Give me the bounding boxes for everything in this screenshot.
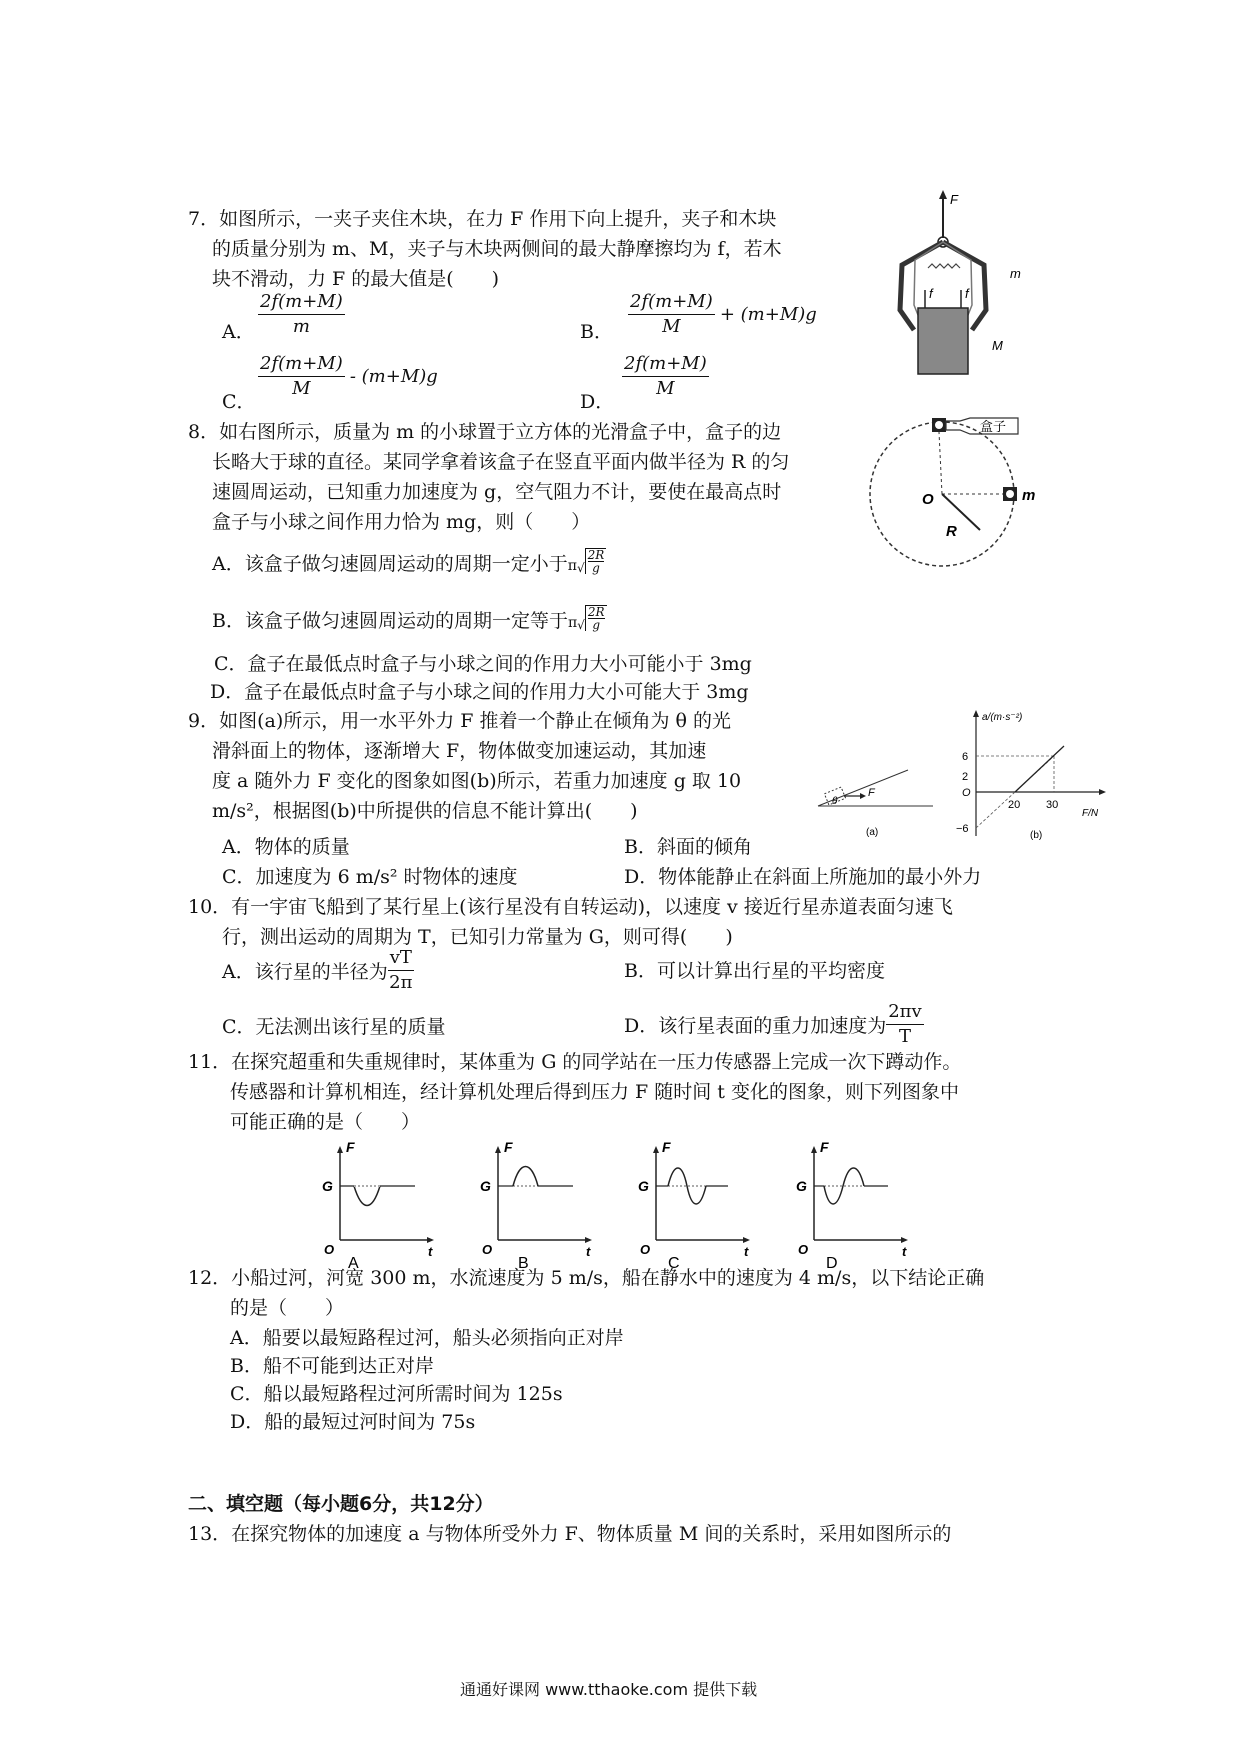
q8-b-pi: π (567, 615, 578, 631)
q9-caption-b: (b) (1030, 830, 1043, 841)
q8-a-rad-num: 2R (587, 548, 605, 562)
q9-tick-30: 30 (1046, 799, 1059, 811)
q7-a-numerator: 2f(m+M) (258, 290, 345, 315)
q7-option-c-expression (258, 352, 438, 401)
q8-a-sqrt: √ $\frac{2R}{g}$ (576, 548, 605, 575)
q7-option-d-fraction (622, 352, 709, 401)
q11-caption-d: D (826, 1255, 838, 1272)
q11-a-label-F: F (346, 1139, 355, 1155)
q8-ball-right (1006, 490, 1014, 498)
q11-line-2: 传感器和计算机相连，经计算机处理后得到压力 F 随时间 t 变化的图象，则下列图象中 (230, 1081, 959, 1103)
q11-b-label-F: F (504, 1139, 513, 1155)
q10-line-2: 行，测出运动的周期为 T，已知引力常量为 G，则可得( ) (222, 926, 733, 948)
q12-line-1: 12．小船过河，河宽 300 m，水流速度为 5 m/s，船在静水中的速度为 4 m/s，以下结论正确 (188, 1267, 985, 1289)
q9-option-a: A．物体的质量 (222, 836, 350, 858)
q8-line-2: 长略大于球的直径。某同学拿着该盒子在竖直平面内做半径为 R 的匀 (212, 451, 790, 473)
q11-a-label-t: t (428, 1244, 433, 1259)
q9-x-label: F/N (1082, 808, 1099, 819)
q7-spring (928, 264, 960, 268)
q9-tick-20: 20 (1008, 799, 1021, 811)
q9-line-3: 度 a 随外力 F 变化的图象如图(b)所示，若重力加速度 g 取 10 (212, 770, 742, 792)
q9-y-arrow (973, 710, 979, 717)
q10-line-1: 10．有一宇宙飞船到了某行星上(该行星没有自转运动)，以速度 v 接近行星赤道表面匀速飞 (188, 896, 953, 918)
q9-tick-6: 6 (962, 751, 969, 763)
q8-a-rad-den: g (592, 561, 600, 575)
section-2-heading: 二、填空题（每小题6分，共12分） (188, 1493, 494, 1515)
q10-d-denominator: T (898, 1026, 911, 1047)
q9-graph-figure (942, 706, 1112, 846)
q7-option-c-label: C． (222, 391, 256, 413)
q8-label-R: R (946, 523, 957, 540)
q11-b-label-G: G (480, 1178, 491, 1194)
q11-c-label-G: G (638, 1178, 649, 1194)
q7-label-F: F (950, 192, 958, 207)
q7-label-f2: f (965, 286, 969, 301)
q9-tick-neg6: −6 (956, 823, 969, 835)
q11-d-label-O: O (798, 1242, 809, 1257)
q8-option-a (212, 548, 606, 582)
q7-clamp-figure (890, 190, 1050, 380)
q7-c-numerator: 2f(m+M) (258, 352, 345, 377)
q9-force-arrowhead (860, 793, 866, 799)
q12-line-2: 的是（ ） (230, 1297, 345, 1319)
q10-option-d (624, 1000, 924, 1049)
q8-option-b (212, 605, 607, 639)
q12-option-b: B．船不可能到达正对岸 (230, 1355, 434, 1377)
q7-force-arrowhead (939, 190, 947, 199)
q8-line-3: 速圆周运动，已知重力加速度为 g，空气阻力不计，要使在最高点时 (212, 481, 782, 503)
q11-d-label-G: G (796, 1178, 807, 1194)
q10-option-a (222, 946, 414, 995)
page-footer: 通通好课网 www.tthaoke.com 提供下载 (460, 1680, 758, 1699)
q11-line-1: 11．在探究超重和失重规律时，某体重为 G 的同学站在一压力传感器上完成一次下蹲动作。 (188, 1051, 962, 1073)
q8-label-O: O (922, 491, 934, 508)
q7-b-tail: + (m+M)g (719, 304, 817, 325)
q9-option-c: C．加速度为 6 m/s² 时物体的速度 (222, 866, 518, 888)
q11-b-label-t: t (586, 1244, 591, 1259)
q11-graph-d (796, 1139, 908, 1272)
q12-option-d: D．船的最短过河时间为 75s (230, 1411, 476, 1433)
q11-graph-b (480, 1139, 592, 1272)
q7-line-1: 7．如图所示，一夹子夹住木块，在力 F 作用下向上提升，夹子和木块 (188, 208, 777, 230)
q8-b-sqrt: √ $\frac{2R}{g}$ (577, 605, 605, 632)
q8-label-m: m (1022, 487, 1036, 504)
q9-data-line (1015, 746, 1064, 792)
q10-a-denominator: 2π (389, 972, 413, 993)
q11-a-label-O: O (324, 1242, 335, 1257)
q7-block (918, 308, 968, 374)
q7-d-denominator: M (656, 378, 675, 399)
q11-c-label-F: F (662, 1139, 671, 1155)
q11-d-label-F: F (820, 1139, 829, 1155)
q9-tick-2: 2 (962, 771, 969, 783)
q12-option-c: C．船以最短路程过河所需时间为 125s (230, 1383, 563, 1405)
q11-caption-a: A (348, 1255, 359, 1272)
q11-graph-a (322, 1139, 434, 1272)
q11-graph-c (638, 1139, 750, 1272)
q8-circle-figure (880, 412, 1060, 572)
q11-caption-c: C (668, 1255, 680, 1272)
q7-option-b-label: B． (580, 321, 613, 343)
q7-d-numerator: 2f(m+M) (622, 352, 709, 377)
q10-a-numerator: vT (388, 946, 414, 971)
q8-option-b-text: B．该盒子做匀速圆周运动的周期一定等于 (212, 610, 568, 632)
q8-a-pi: π (567, 558, 577, 574)
q9-label-F: F (868, 787, 875, 799)
q9-line-1: 9．如图(a)所示，用一水平外力 F 推着一个静止在倾角为 θ 的光 (188, 710, 732, 732)
q7-option-a-fraction (258, 290, 345, 339)
q7-label-m: m (1010, 266, 1021, 281)
q9-line-2: 滑斜面上的物体，逐渐增大 F，物体做变加速运动，其加速 (212, 740, 707, 762)
q10-option-d-text: D．该行星表面的重力加速度为 (624, 1015, 887, 1037)
q7-line-3: 块不滑动，力 F 的最大值是( ) (212, 268, 500, 290)
q11-a-label-G: G (322, 1178, 333, 1194)
q8-label-box: 盒子 (980, 419, 1007, 434)
q8-line-1: 8．如右图所示，质量为 m 的小球置于立方体的光滑盒子中，盒子的边 (188, 421, 782, 443)
q9-x-arrow (1099, 789, 1106, 795)
q7-a-denominator: m (292, 316, 310, 337)
q7-line-2: 的质量分别为 m、M，夹子与木块两侧间的最大静摩擦均为 f，若木 (212, 238, 782, 260)
q7-option-d-label: D． (580, 391, 615, 413)
q8-option-c: C．盒子在最低点时盒子与小球之间的作用力大小可能小于 3mg (214, 653, 752, 675)
q10-option-a-text: A．该行星的半径为 (222, 961, 388, 983)
q12-option-a: A．船要以最短路程过河，船头必须指向正对岸 (230, 1327, 624, 1349)
q7-option-a-label: A． (222, 321, 255, 343)
q9-caption-a: (a) (866, 827, 879, 838)
q8-vertical-dashed (939, 432, 942, 494)
q11-graphs (310, 1139, 950, 1272)
q11-line-3: 可能正确的是（ ） (230, 1111, 421, 1133)
q8-option-d: D．盒子在最低点时盒子与小球之间的作用力大小可能大于 3mg (210, 681, 749, 703)
q8-b-rad-den: g (592, 618, 600, 632)
q9-line-4: m/s²，根据图(b)中所提供的信息不能计算出( ) (212, 800, 638, 822)
q11-caption-b: B (518, 1255, 529, 1272)
q11-d-label-t: t (902, 1244, 907, 1259)
q7-label-f1: f (929, 286, 933, 301)
q9-option-d: D．物体能静止在斜面上所施加的最小外力 (624, 866, 982, 888)
q7-c-tail: - (m+M)g (349, 366, 438, 387)
q8-line-4: 盒子与小球之间作用力恰为 mg，则（ ） (212, 511, 591, 533)
q9-y-label: a/(m·s⁻²) (982, 712, 1023, 723)
q8-b-rad-num: 2R (587, 605, 605, 619)
q11-c-label-O: O (640, 1242, 651, 1257)
q7-c-denominator: M (292, 378, 311, 399)
q10-d-numerator: 2πv (886, 1000, 923, 1025)
q7-option-b-expression (628, 290, 817, 339)
q9-label-theta: θ (832, 796, 838, 807)
q9-tick-origin: O (962, 787, 971, 799)
q9-incline-figure (808, 770, 938, 840)
q8-option-a-text: A．该盒子做匀速圆周运动的周期一定小于 (212, 553, 568, 575)
q7-label-M: M (992, 338, 1003, 353)
q11-b-label-O: O (482, 1242, 493, 1257)
q10-option-c: C．无法测出该行星的质量 (222, 1016, 446, 1038)
q8-ball-top (935, 421, 943, 429)
q13-line-1: 13．在探究物体的加速度 a 与物体所受外力 F、物体质量 M 间的关系时，采用如图所示的 (188, 1523, 952, 1545)
q7-b-numerator: 2f(m+M) (628, 290, 715, 315)
q10-option-b: B．可以计算出行星的平均密度 (624, 960, 885, 982)
q11-c-label-t: t (744, 1244, 749, 1259)
q9-option-b: B．斜面的倾角 (624, 836, 752, 858)
q7-b-denominator: M (662, 316, 681, 337)
